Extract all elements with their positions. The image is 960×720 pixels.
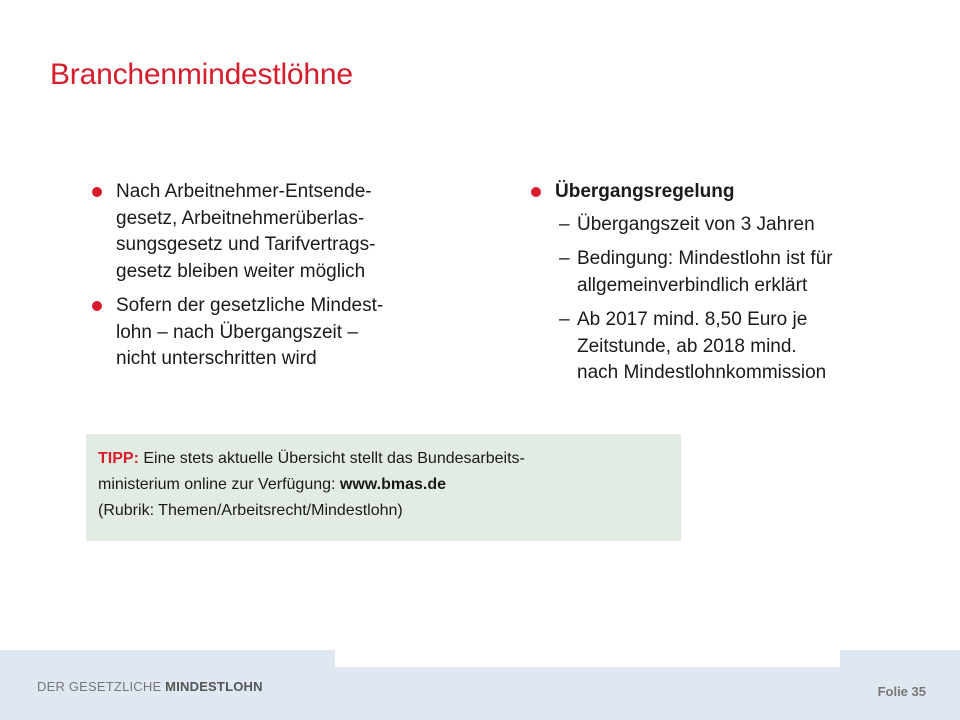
footer bbox=[0, 650, 960, 720]
sub-list bbox=[559, 212, 911, 387]
sub-line: nach Mindestlohnkommission bbox=[577, 362, 827, 383]
bullet-item bbox=[531, 179, 911, 206]
sub-line: Zeitstunde, ab 2018 mind. bbox=[577, 335, 797, 357]
bullet-dot-icon bbox=[92, 187, 102, 197]
tip-label: TIPP: bbox=[98, 450, 139, 467]
dash-marker: – bbox=[559, 309, 570, 330]
sub-line: Ab 2017 mind. 8,50 Euro je bbox=[577, 309, 808, 330]
footer-title bbox=[37, 679, 263, 694]
bullet-line: Sofern der gesetzliche Mindest- bbox=[116, 295, 384, 316]
footer-background bbox=[335, 667, 840, 720]
tip-line-2 bbox=[98, 472, 671, 498]
bullet-line: Nach Arbeitnehmer-Entsende- bbox=[116, 181, 372, 202]
footer-title-emphasis: MINDESTLOHN bbox=[165, 679, 263, 694]
sub-line: Bedingung: Mindestlohn ist für bbox=[577, 248, 833, 269]
tip-line-1 bbox=[98, 446, 671, 472]
bullet-dot-icon bbox=[531, 187, 541, 197]
sub-item bbox=[559, 246, 911, 299]
dash-marker: – bbox=[559, 248, 570, 269]
slide-number: Folie 35 bbox=[877, 684, 926, 699]
bullet-line: gesetz bleiben weiter möglich bbox=[116, 260, 366, 282]
bullet-line: nicht unterschritten wird bbox=[116, 348, 317, 369]
footer-title-prefix: DER GESETZLICHE bbox=[37, 679, 166, 694]
sub-item bbox=[559, 307, 911, 387]
tip-url-link[interactable]: www.bmas.de bbox=[339, 476, 447, 493]
tip-line-3: (Rubrik: Themen/Arbeitsrecht/Mindestlohn) bbox=[98, 502, 403, 519]
tip-text: Eine stets aktuelle Übersicht stellt das Bundesarbeits- bbox=[138, 450, 525, 467]
tip-text: ministerium online zur Verfügung: bbox=[98, 476, 340, 493]
bullet-heading: Übergangsregelung bbox=[555, 181, 735, 202]
left-column bbox=[92, 179, 472, 381]
bullet-line: lohn – nach Übergangszeit – bbox=[116, 321, 358, 343]
dash-marker: – bbox=[559, 213, 570, 235]
bullet-dot-icon bbox=[92, 301, 102, 311]
bullet-line: sungsgesetz und Tarifvertrags- bbox=[116, 234, 376, 255]
slide-title: Branchenmindestlöhne bbox=[50, 58, 353, 91]
sub-line: Übergangszeit von 3 Jahren bbox=[577, 213, 815, 235]
bullet-item bbox=[92, 293, 472, 373]
sub-item bbox=[559, 212, 911, 239]
sub-line: allgemeinverbindlich erklärt bbox=[577, 274, 808, 296]
bullet-item bbox=[92, 179, 472, 285]
tip-box bbox=[86, 434, 681, 541]
right-column bbox=[531, 179, 911, 395]
bullet-line: gesetz, Arbeitnehmerüberlas- bbox=[116, 207, 365, 229]
